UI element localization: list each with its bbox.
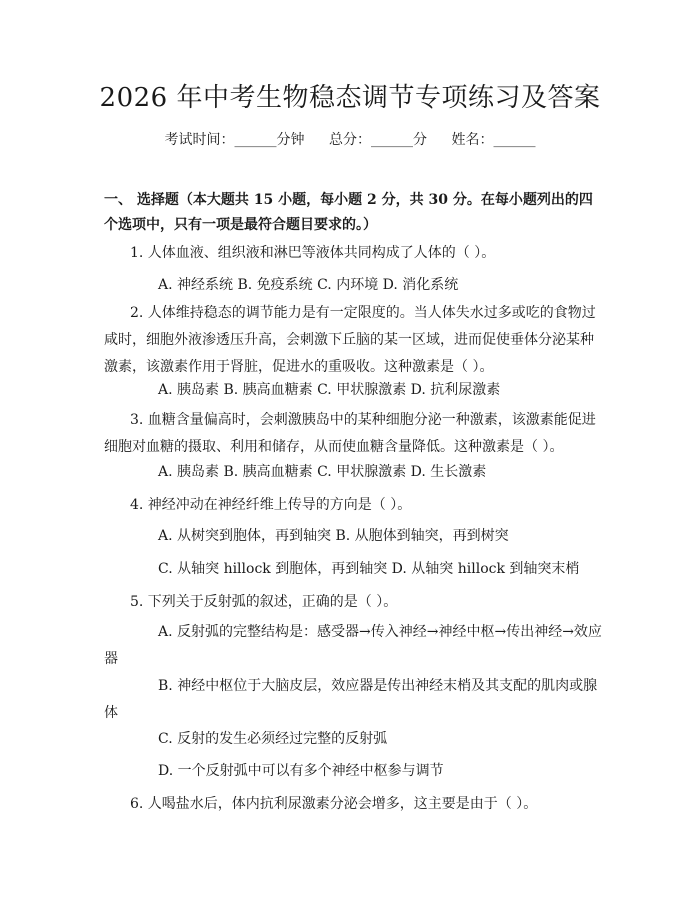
question-2-options: A. 胰岛素 B. 胰高血糖素 C. 甲状腺激素 D. 抗利尿激素 xyxy=(158,382,501,398)
student-name-field: 姓名：______ xyxy=(451,132,536,148)
question-5-option-a: A. 反射弧的完整结构是：感受器→传入神经→神经中枢→传出神经→效应器 xyxy=(104,624,602,667)
question-5-option-d: D. 一个反射弧中可以有多个神经中枢参与调节 xyxy=(158,763,444,779)
question-6-stem: 6. 人喝盐水后，体内抗利尿激素分泌会增多，这主要是由于（ ）。 xyxy=(130,796,538,812)
question-2-stem: 2. 人体维持稳态的调节能力是有一定限度的。当人体失水过多或吃的食物过咸时，细胞外液渗透压升高，会刺激下丘脑的某一区域，进而促使垂体分泌某种激素，该激素作用于肾脏，促进水的重吸收。这种激素是（ ）。 xyxy=(104,305,596,375)
question-5-option-c: C. 反射的发生必须经过完整的反射弧 xyxy=(158,731,388,747)
question-1-options: A. 神经系统 B. 免疫系统 C. 内环境 D. 消化系统 xyxy=(158,277,459,293)
question-4-stem: 4. 神经冲动在神经纤维上传导的方向是（ ）。 xyxy=(130,497,412,513)
section-heading: 一、 选择题（本大题共 15 小题，每小题 2 分，共 30 分。在每小题列出的四个选项中，只有一项是最符合题目要求的。） xyxy=(104,192,593,233)
exam-time-field: 考试时间：______分钟 xyxy=(164,132,305,148)
question-4-option-line-1: A. 从树突到胞体，再到轴突 B. 从胞体到轴突，再到树突 xyxy=(158,528,509,544)
total-score-field: 总分：______分 xyxy=(329,132,427,148)
exam-info-line xyxy=(0,130,700,150)
question-3-options: A. 胰岛素 B. 胰高血糖素 C. 甲状腺激素 D. 生长激素 xyxy=(158,464,487,480)
question-3-stem: 3. 血糖含量偏高时，会刺激胰岛中的某种细胞分泌一种激素，该激素能促进细胞对血糖的摄取、利用和储存，从而使血糖含量降低。这种激素是（ ）。 xyxy=(104,412,596,455)
question-5-stem: 5. 下列关于反射弧的叙述，正确的是（ ）。 xyxy=(130,594,398,610)
document-title: 2026 年中考生物稳态调节专项练习及答案 xyxy=(99,83,601,113)
question-1-stem: 1. 人体血液、组织液和淋巴等液体共同构成了人体的（ ）。 xyxy=(130,245,496,261)
question-4-option-line-2: C. 从轴突 hillock 到胞体，再到轴突 D. 从轴突 hillock 到轴突末梢 xyxy=(158,561,580,577)
question-5-option-b: B. 神经中枢位于大脑皮层，效应器是传出神经末梢及其支配的肌肉或腺体 xyxy=(104,678,598,721)
